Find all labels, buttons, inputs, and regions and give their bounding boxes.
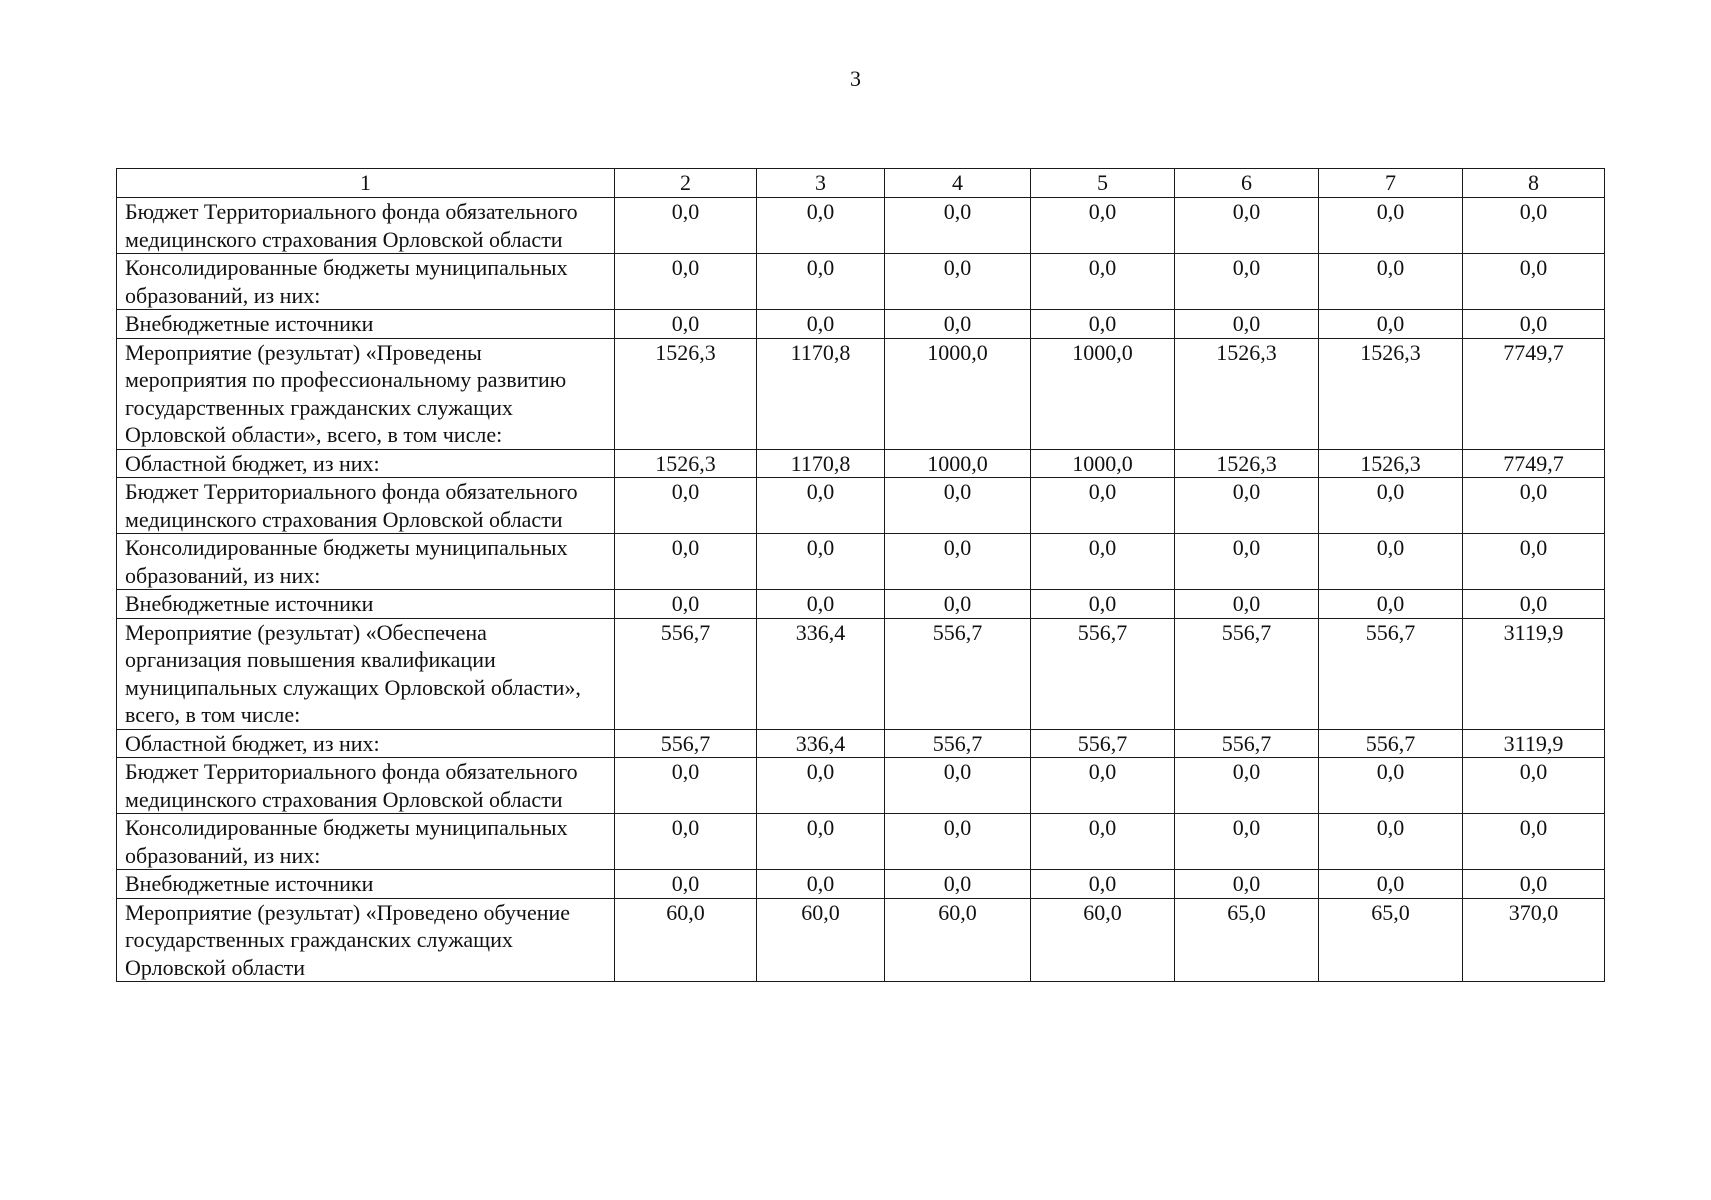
value-cell-col-7: 0,0 bbox=[1319, 758, 1463, 814]
value-cell-col-4: 60,0 bbox=[885, 898, 1031, 982]
row-label: Областной бюджет, из них: bbox=[117, 729, 615, 758]
value-cell-col-4: 0,0 bbox=[885, 870, 1031, 899]
value-cell-col-7: 0,0 bbox=[1319, 814, 1463, 870]
value-cell-col-6: 0,0 bbox=[1175, 534, 1319, 590]
value-cell-col-2: 0,0 bbox=[615, 310, 757, 339]
value-cell-col-2: 0,0 bbox=[615, 478, 757, 534]
value-cell-col-7: 556,7 bbox=[1319, 618, 1463, 729]
value-cell-col-8: 0,0 bbox=[1463, 198, 1605, 254]
column-header-3: 3 bbox=[757, 169, 885, 198]
value-cell-col-6: 0,0 bbox=[1175, 478, 1319, 534]
value-cell-col-5: 0,0 bbox=[1031, 758, 1175, 814]
value-cell-col-3: 1170,8 bbox=[757, 449, 885, 478]
value-cell-col-5: 60,0 bbox=[1031, 898, 1175, 982]
value-cell-col-2: 556,7 bbox=[615, 618, 757, 729]
value-cell-col-5: 0,0 bbox=[1031, 590, 1175, 619]
row-label: Областной бюджет, из них: bbox=[117, 449, 615, 478]
value-cell-col-8: 0,0 bbox=[1463, 310, 1605, 339]
value-cell-col-5: 0,0 bbox=[1031, 478, 1175, 534]
value-cell-col-8: 0,0 bbox=[1463, 478, 1605, 534]
row-label: Бюджет Территориального фонда обязательного медицинского страхования Орловской области bbox=[117, 198, 615, 254]
value-cell-col-8: 0,0 bbox=[1463, 758, 1605, 814]
table-row bbox=[117, 758, 1605, 814]
value-cell-col-8: 7749,7 bbox=[1463, 449, 1605, 478]
value-cell-col-3: 0,0 bbox=[757, 870, 885, 899]
column-header-7: 7 bbox=[1319, 169, 1463, 198]
value-cell-col-2: 1526,3 bbox=[615, 338, 757, 449]
value-cell-col-2: 0,0 bbox=[615, 814, 757, 870]
value-cell-col-8: 0,0 bbox=[1463, 870, 1605, 899]
value-cell-col-3: 0,0 bbox=[757, 590, 885, 619]
row-label: Бюджет Территориального фонда обязательного медицинского страхования Орловской области bbox=[117, 478, 615, 534]
value-cell-col-2: 0,0 bbox=[615, 590, 757, 619]
value-cell-col-8: 0,0 bbox=[1463, 814, 1605, 870]
value-cell-col-3: 336,4 bbox=[757, 729, 885, 758]
value-cell-col-4: 556,7 bbox=[885, 729, 1031, 758]
value-cell-col-4: 0,0 bbox=[885, 478, 1031, 534]
value-cell-col-8: 0,0 bbox=[1463, 254, 1605, 310]
value-cell-col-3: 1170,8 bbox=[757, 338, 885, 449]
value-cell-col-5: 0,0 bbox=[1031, 198, 1175, 254]
value-cell-col-2: 0,0 bbox=[615, 254, 757, 310]
value-cell-col-8: 3119,9 bbox=[1463, 729, 1605, 758]
value-cell-col-3: 336,4 bbox=[757, 618, 885, 729]
value-cell-col-8: 0,0 bbox=[1463, 590, 1605, 619]
value-cell-col-8: 370,0 bbox=[1463, 898, 1605, 982]
value-cell-col-6: 0,0 bbox=[1175, 590, 1319, 619]
value-cell-col-7: 0,0 bbox=[1319, 198, 1463, 254]
column-header-6: 6 bbox=[1175, 169, 1319, 198]
column-header-5: 5 bbox=[1031, 169, 1175, 198]
table-row bbox=[117, 449, 1605, 478]
table-row bbox=[117, 198, 1605, 254]
value-cell-col-7: 65,0 bbox=[1319, 898, 1463, 982]
row-label: Консолидированные бюджеты муниципальных образований, из них: bbox=[117, 814, 615, 870]
value-cell-col-3: 0,0 bbox=[757, 814, 885, 870]
value-cell-col-5: 1000,0 bbox=[1031, 449, 1175, 478]
row-label: Мероприятие (результат) «Проведены мероприятия по профессиональному развитию государственных гражданских служащих Орловской области», всего, в том числе: bbox=[117, 338, 615, 449]
value-cell-col-5: 0,0 bbox=[1031, 870, 1175, 899]
value-cell-col-5: 0,0 bbox=[1031, 814, 1175, 870]
value-cell-col-6: 556,7 bbox=[1175, 729, 1319, 758]
value-cell-col-7: 1526,3 bbox=[1319, 338, 1463, 449]
value-cell-col-7: 0,0 bbox=[1319, 478, 1463, 534]
column-header-1: 1 bbox=[117, 169, 615, 198]
table-row bbox=[117, 898, 1605, 982]
value-cell-col-3: 0,0 bbox=[757, 198, 885, 254]
value-cell-col-2: 556,7 bbox=[615, 729, 757, 758]
value-cell-col-5: 0,0 bbox=[1031, 310, 1175, 339]
table-body bbox=[117, 198, 1605, 982]
value-cell-col-3: 0,0 bbox=[757, 534, 885, 590]
value-cell-col-4: 0,0 bbox=[885, 310, 1031, 339]
row-label: Консолидированные бюджеты муниципальных образований, из них: bbox=[117, 254, 615, 310]
value-cell-col-2: 0,0 bbox=[615, 870, 757, 899]
row-label: Мероприятие (результат) «Проведено обучение государственных гражданских служащих Орловской области bbox=[117, 898, 615, 982]
value-cell-col-3: 0,0 bbox=[757, 758, 885, 814]
value-cell-col-3: 0,0 bbox=[757, 478, 885, 534]
value-cell-col-6: 0,0 bbox=[1175, 758, 1319, 814]
value-cell-col-4: 0,0 bbox=[885, 758, 1031, 814]
value-cell-col-6: 556,7 bbox=[1175, 618, 1319, 729]
row-label: Внебюджетные источники bbox=[117, 870, 615, 899]
value-cell-col-4: 0,0 bbox=[885, 814, 1031, 870]
table-row bbox=[117, 870, 1605, 899]
table-row bbox=[117, 814, 1605, 870]
value-cell-col-3: 0,0 bbox=[757, 254, 885, 310]
value-cell-col-4: 0,0 bbox=[885, 590, 1031, 619]
table-row bbox=[117, 254, 1605, 310]
value-cell-col-7: 0,0 bbox=[1319, 534, 1463, 590]
table-row bbox=[117, 590, 1605, 619]
value-cell-col-8: 0,0 bbox=[1463, 534, 1605, 590]
value-cell-col-2: 0,0 bbox=[615, 534, 757, 590]
value-cell-col-2: 1526,3 bbox=[615, 449, 757, 478]
column-header-4: 4 bbox=[885, 169, 1031, 198]
page-number: 3 bbox=[850, 66, 861, 91]
table-row bbox=[117, 310, 1605, 339]
table-row bbox=[117, 478, 1605, 534]
value-cell-col-6: 0,0 bbox=[1175, 198, 1319, 254]
value-cell-col-6: 1526,3 bbox=[1175, 338, 1319, 449]
value-cell-col-7: 0,0 bbox=[1319, 590, 1463, 619]
value-cell-col-5: 556,7 bbox=[1031, 618, 1175, 729]
value-cell-col-6: 1526,3 bbox=[1175, 449, 1319, 478]
value-cell-col-5: 1000,0 bbox=[1031, 338, 1175, 449]
table-row bbox=[117, 618, 1605, 729]
value-cell-col-4: 0,0 bbox=[885, 198, 1031, 254]
row-label: Мероприятие (результат) «Обеспечена организация повышения квалификации муниципальных служащих Орловской области», всего, в том числе: bbox=[117, 618, 615, 729]
row-label: Бюджет Территориального фонда обязательного медицинского страхования Орловской области bbox=[117, 758, 615, 814]
table-row bbox=[117, 534, 1605, 590]
value-cell-col-2: 60,0 bbox=[615, 898, 757, 982]
value-cell-col-2: 0,0 bbox=[615, 758, 757, 814]
value-cell-col-6: 0,0 bbox=[1175, 310, 1319, 339]
value-cell-col-6: 0,0 bbox=[1175, 870, 1319, 899]
value-cell-col-2: 0,0 bbox=[615, 198, 757, 254]
row-label: Внебюджетные источники bbox=[117, 310, 615, 339]
value-cell-col-4: 556,7 bbox=[885, 618, 1031, 729]
value-cell-col-4: 1000,0 bbox=[885, 338, 1031, 449]
value-cell-col-3: 60,0 bbox=[757, 898, 885, 982]
value-cell-col-7: 0,0 bbox=[1319, 310, 1463, 339]
value-cell-col-7: 556,7 bbox=[1319, 729, 1463, 758]
row-label: Внебюджетные источники bbox=[117, 590, 615, 619]
value-cell-col-4: 0,0 bbox=[885, 534, 1031, 590]
column-header-2: 2 bbox=[615, 169, 757, 198]
value-cell-col-8: 7749,7 bbox=[1463, 338, 1605, 449]
value-cell-col-4: 1000,0 bbox=[885, 449, 1031, 478]
table-row bbox=[117, 338, 1605, 449]
value-cell-col-7: 0,0 bbox=[1319, 254, 1463, 310]
value-cell-col-6: 0,0 bbox=[1175, 814, 1319, 870]
value-cell-col-5: 556,7 bbox=[1031, 729, 1175, 758]
value-cell-col-7: 1526,3 bbox=[1319, 449, 1463, 478]
value-cell-col-3: 0,0 bbox=[757, 310, 885, 339]
value-cell-col-5: 0,0 bbox=[1031, 254, 1175, 310]
budget-table bbox=[116, 168, 1605, 982]
value-cell-col-6: 0,0 bbox=[1175, 254, 1319, 310]
row-label: Консолидированные бюджеты муниципальных образований, из них: bbox=[117, 534, 615, 590]
header-row bbox=[117, 169, 1605, 198]
table-row bbox=[117, 729, 1605, 758]
value-cell-col-4: 0,0 bbox=[885, 254, 1031, 310]
table-header bbox=[117, 169, 1605, 198]
column-header-8: 8 bbox=[1463, 169, 1605, 198]
value-cell-col-6: 65,0 bbox=[1175, 898, 1319, 982]
value-cell-col-8: 3119,9 bbox=[1463, 618, 1605, 729]
value-cell-col-7: 0,0 bbox=[1319, 870, 1463, 899]
value-cell-col-5: 0,0 bbox=[1031, 534, 1175, 590]
